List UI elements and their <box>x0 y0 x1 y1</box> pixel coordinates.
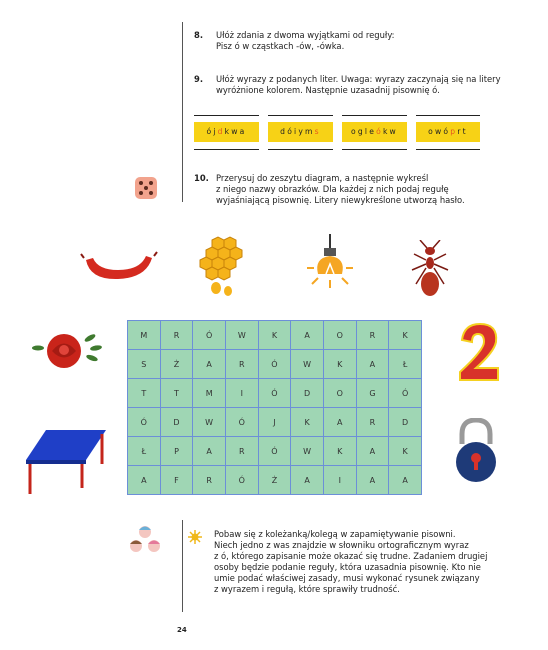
task-text <box>214 529 487 595</box>
grid-cell: D <box>291 379 324 408</box>
grid-cell: J <box>258 408 291 437</box>
dice-icon <box>134 176 158 200</box>
grid-cell: K <box>323 437 356 466</box>
grid-cell: Ó <box>193 321 226 350</box>
grid-cell: R <box>225 437 258 466</box>
grid-cell: R <box>225 350 258 379</box>
exercise-10-line-1: Przerysuj do zeszytu diagram, a następnie wykreśl <box>216 173 429 183</box>
padlock-icon <box>452 418 500 482</box>
number-two-icon <box>456 322 502 384</box>
grid-cell: R <box>356 408 389 437</box>
grid-cell: R <box>193 466 226 495</box>
exercise-number: 8. <box>194 30 204 40</box>
table-icon <box>24 424 108 496</box>
grid-cell: K <box>389 321 422 350</box>
task-line-2: Niech jedno z was znajdzie w słowniku ortograficznym wyraz <box>214 540 469 550</box>
grid-cell: Ó <box>225 466 258 495</box>
task-line-3: z ó, którego zapisanie może okazać się trudne. Zadaniem drugiej <box>214 551 488 561</box>
grid-cell: T <box>160 379 193 408</box>
grid-cell: K <box>258 321 291 350</box>
grid-cell: D <box>389 408 422 437</box>
exercise-9-line-1: Ułóż wyrazy z podanych liter. Uwaga: wyrazy zaczynają się na litery <box>216 74 501 84</box>
grid-cell: K <box>323 350 356 379</box>
ant-icon <box>410 240 450 300</box>
rose-icon <box>30 326 104 376</box>
grid-cell: F <box>160 466 193 495</box>
grid-cell: Ł <box>128 437 161 466</box>
grid-cell: S <box>128 350 161 379</box>
grid-row <box>128 408 422 437</box>
letter-tiles <box>194 112 480 152</box>
exercise-10-line-3: wyjaśniającą pisownię. Litery niewykreślone utworzą hasło. <box>216 195 465 205</box>
page-number: 24 <box>177 626 187 634</box>
word-search-grid <box>127 320 422 495</box>
grid-cell: W <box>225 321 258 350</box>
exercise-10-line-2: z niego nazwy obrazków. Dla każdej z nich podaj regułę <box>216 184 449 194</box>
task-line-5: umie podać właściwej zasady, musi wykonać rysunek związany <box>214 573 480 583</box>
grid-cell: O <box>323 379 356 408</box>
margin-line-top <box>182 22 183 202</box>
grid-cell: Ż <box>160 350 193 379</box>
task-line-1: Pobaw się z koleżanką/kolegą w zapamiętywanie pisowni. <box>214 529 456 539</box>
letter-tile: ójdkwa <box>194 112 259 152</box>
grid-cell: Ó <box>225 408 258 437</box>
grid-cell: A <box>193 437 226 466</box>
grid-cell: I <box>323 466 356 495</box>
grid-cell: A <box>356 466 389 495</box>
grid-cell: R <box>160 321 193 350</box>
grid-cell: A <box>356 350 389 379</box>
grid-cell: A <box>128 466 161 495</box>
exercise-8-line-1: Ułóż zdania z dwoma wyjątkami od reguły: <box>216 30 395 40</box>
grid-cell: Ó <box>258 379 291 408</box>
grid-cell: A <box>356 437 389 466</box>
lightbulb-icon <box>306 234 354 296</box>
grid-cell: Ł <box>389 350 422 379</box>
grid-cell: Ó <box>389 379 422 408</box>
grid-row <box>128 321 422 350</box>
grid-cell: A <box>291 466 324 495</box>
grid-cell: Ó <box>258 350 291 379</box>
grid-cell: D <box>160 408 193 437</box>
exercise-9-line-2: wyróżnione kolorem. Następnie uzasadnij pisownię ó. <box>216 85 440 95</box>
grid-cell: Ó <box>128 408 161 437</box>
exercise-number: 9. <box>194 74 204 84</box>
grid-cell: O <box>323 321 356 350</box>
grid-cell: M <box>193 379 226 408</box>
grid-cell: R <box>356 321 389 350</box>
grid-row <box>128 379 422 408</box>
grid-cell: Ó <box>258 437 291 466</box>
grid-row <box>128 350 422 379</box>
exercise-number: 10. <box>194 173 209 183</box>
grid-cell: I <box>225 379 258 408</box>
grid-cell: M <box>128 321 161 350</box>
exercise-8-line-2: Pisz ó w cząstkach -ów, -ówka. <box>216 41 345 51</box>
grid-cell: A <box>389 466 422 495</box>
grid-cell: T <box>128 379 161 408</box>
margin-line-bottom <box>182 520 183 612</box>
sausage-icon <box>80 248 158 284</box>
letter-tile: dóiyms <box>268 112 333 152</box>
grid-row <box>128 466 422 495</box>
kids-icon <box>128 524 162 556</box>
grid-cell: K <box>389 437 422 466</box>
grid-cell: W <box>291 350 324 379</box>
grid-cell: P <box>160 437 193 466</box>
grid-cell: A <box>323 408 356 437</box>
grid-cell: W <box>193 408 226 437</box>
grid-cell: K <box>291 408 324 437</box>
grid-cell: W <box>291 437 324 466</box>
grid-cell: Ż <box>258 466 291 495</box>
sun-icon <box>188 530 202 544</box>
letter-tile: owóprt <box>416 112 480 152</box>
letter-tile: ogleókw <box>342 112 407 152</box>
task-line-6: z wyrazem i regułą, które sprawiły trudność. <box>214 584 400 594</box>
grid-row <box>128 437 422 466</box>
honeycomb-icon <box>198 236 244 298</box>
grid-cell: G <box>356 379 389 408</box>
grid-cell: A <box>193 350 226 379</box>
grid-cell: A <box>291 321 324 350</box>
task-line-4: osoby będzie podanie reguły, która uzasadnia pisownię. Kto nie <box>214 562 481 572</box>
